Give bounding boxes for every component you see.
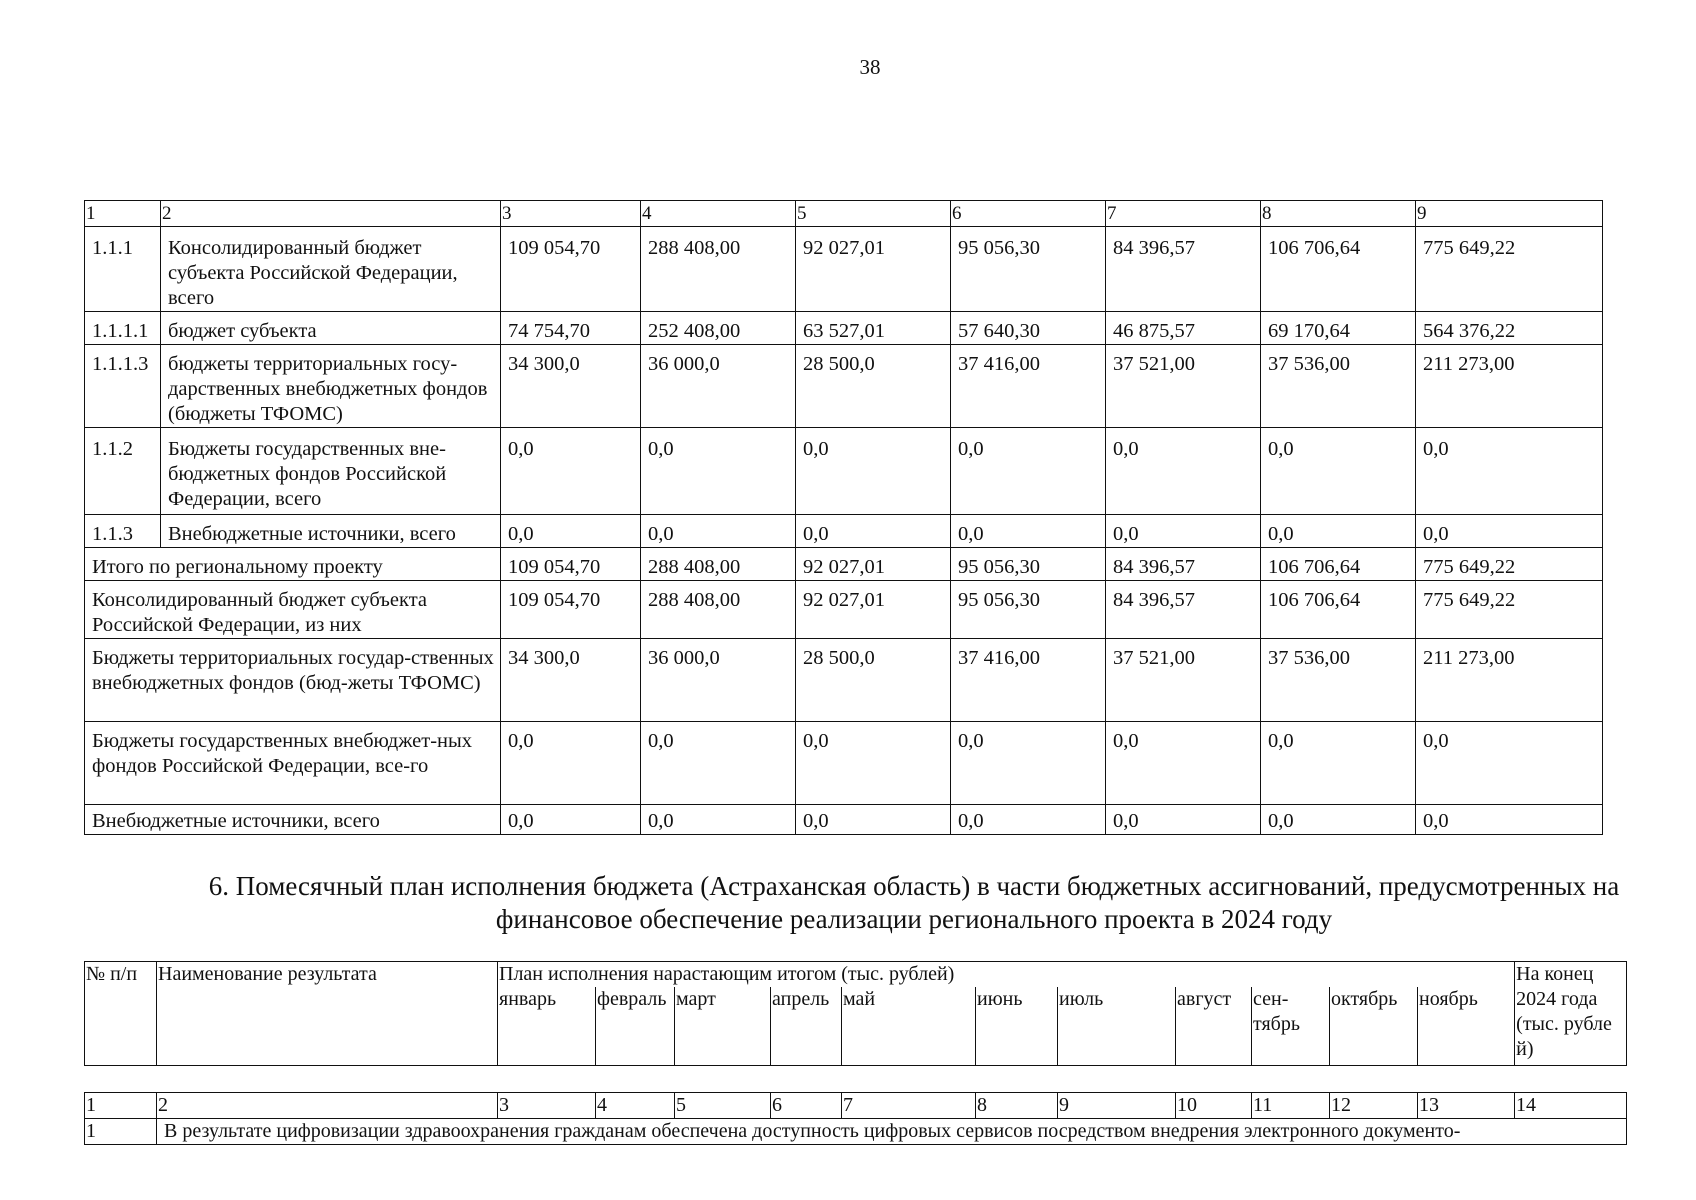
- cell-value: 0,0: [501, 515, 641, 548]
- row-code: 1.1.1: [85, 227, 161, 312]
- result-description: В результате цифровизации здравоохранения гражданам обеспечена доступность цифровых сервисов посредством внедрения электронного документо-: [157, 1119, 1627, 1145]
- plan-header-row: [85, 962, 1627, 988]
- cell-value: 69 170,64: [1261, 312, 1416, 345]
- cell-value: 95 056,30: [951, 548, 1106, 581]
- year-end-header: На конец 2024 года (тыс. рубле й): [1515, 962, 1627, 1066]
- cell-value: 775 649,22: [1416, 581, 1603, 639]
- cell-value: 0,0: [951, 722, 1106, 805]
- summary-row: [85, 639, 1603, 722]
- column-number: 4: [596, 1093, 675, 1119]
- column-number: 8: [1261, 201, 1416, 227]
- cell-value: 34 300,0: [501, 639, 641, 722]
- cell-value: 106 706,64: [1261, 548, 1416, 581]
- cell-value: 106 706,64: [1261, 581, 1416, 639]
- column-number: 7: [842, 1093, 976, 1119]
- cell-value: 0,0: [1261, 805, 1416, 835]
- cell-value: 288 408,00: [641, 227, 796, 312]
- cell-value: 288 408,00: [641, 581, 796, 639]
- column-number: 3: [498, 1093, 596, 1119]
- column-number: 5: [675, 1093, 771, 1119]
- month-header: март: [675, 987, 771, 1065]
- cell-value: 0,0: [501, 805, 641, 835]
- cell-value: 0,0: [1261, 428, 1416, 515]
- cell-value: 0,0: [951, 805, 1106, 835]
- column-number: 9: [1416, 201, 1603, 227]
- page-number: 38: [859, 55, 881, 79]
- cell-value: 37 521,00: [1106, 639, 1261, 722]
- row-number: 1: [85, 1119, 157, 1145]
- cell-value: 0,0: [1416, 722, 1603, 805]
- row-code: 1.1.1.1: [85, 312, 161, 345]
- cell-value: 37 416,00: [951, 345, 1106, 428]
- plan-numbers-table: [84, 1092, 1627, 1145]
- cell-value: 46 875,57: [1106, 312, 1261, 345]
- cell-value: 109 054,70: [501, 548, 641, 581]
- cell-value: 0,0: [796, 805, 951, 835]
- column-number: 6: [951, 201, 1106, 227]
- cell-value: 37 536,00: [1261, 345, 1416, 428]
- column-number: 6: [771, 1093, 842, 1119]
- cell-value: 0,0: [1416, 805, 1603, 835]
- row-name: Консолидированный бюджет субъекта Российской Федерации, всего: [161, 227, 501, 312]
- section-title-line: 6. Помесячный план исполнения бюджета (Астраханская область) в части бюджетных ассигнований, предусмотренных на: [208, 871, 1620, 901]
- cell-value: 37 521,00: [1106, 345, 1261, 428]
- cell-value: 28 500,0: [796, 639, 951, 722]
- section-title-line: финансовое обеспечение реализации регионального проекта в 2024 году: [495, 904, 1333, 934]
- month-header: июль: [1058, 987, 1176, 1065]
- cell-value: 92 027,01: [796, 581, 951, 639]
- summary-row: [85, 722, 1603, 805]
- cell-value: 0,0: [641, 428, 796, 515]
- table-row: [85, 1119, 1627, 1145]
- cell-value: 0,0: [796, 515, 951, 548]
- table-row: [85, 227, 1603, 312]
- column-number: 4: [641, 201, 796, 227]
- row-name: бюджет субъекта: [161, 312, 501, 345]
- cell-value: 252 408,00: [641, 312, 796, 345]
- row-name: бюджеты территориальных госу-дарственных внебюджетных фондов (бюджеты ТФОМС): [161, 345, 501, 428]
- cell-value: 37 416,00: [951, 639, 1106, 722]
- cell-value: 0,0: [951, 515, 1106, 548]
- cell-value: 28 500,0: [796, 345, 951, 428]
- cell-value: 0,0: [501, 722, 641, 805]
- column-number: 8: [976, 1093, 1058, 1119]
- column-number: 2: [157, 1093, 498, 1119]
- month-header: август: [1176, 987, 1252, 1065]
- summary-name: Бюджеты государственных внебюджет-ных фондов Российской Федерации, все-го: [85, 722, 501, 805]
- plan-header-table: [84, 961, 1627, 1066]
- cell-value: 0,0: [641, 515, 796, 548]
- cell-value: 57 640,30: [951, 312, 1106, 345]
- cell-value: 95 056,30: [951, 227, 1106, 312]
- cell-value: 775 649,22: [1416, 227, 1603, 312]
- table-row: [85, 312, 1603, 345]
- cell-value: 92 027,01: [796, 548, 951, 581]
- column-number-row: [85, 1093, 1627, 1119]
- month-header: ноябрь: [1418, 987, 1515, 1065]
- column-number: 5: [796, 201, 951, 227]
- column-number: 13: [1418, 1093, 1515, 1119]
- month-header: октябрь: [1330, 987, 1418, 1065]
- month-header: апрель: [771, 987, 842, 1065]
- summary-row: [85, 581, 1603, 639]
- cell-value: 84 396,57: [1106, 581, 1261, 639]
- cell-value: 211 273,00: [1416, 639, 1603, 722]
- cell-value: 84 396,57: [1106, 548, 1261, 581]
- cell-value: 0,0: [1106, 428, 1261, 515]
- cell-value: 0,0: [1106, 722, 1261, 805]
- column-number: 9: [1058, 1093, 1176, 1119]
- cell-value: 211 273,00: [1416, 345, 1603, 428]
- summary-name: Итого по региональному проекту: [85, 548, 501, 581]
- cell-value: 0,0: [1416, 515, 1603, 548]
- column-number: 1: [85, 201, 161, 227]
- cell-value: 36 000,0: [641, 345, 796, 428]
- cell-value: 564 376,22: [1416, 312, 1603, 345]
- summary-name: Консолидированный бюджет субъекта Российской Федерации, из них: [85, 581, 501, 639]
- row-code: 1.1.1.3: [85, 345, 161, 428]
- cell-value: 84 396,57: [1106, 227, 1261, 312]
- summary-row: [85, 805, 1603, 835]
- column-number-row: [85, 201, 1603, 227]
- month-header: июнь: [976, 987, 1058, 1065]
- cell-value: 0,0: [641, 805, 796, 835]
- month-header: январь: [498, 987, 596, 1065]
- cell-value: 37 536,00: [1261, 639, 1416, 722]
- summary-name: Внебюджетные источники, всего: [85, 805, 501, 835]
- cell-value: 288 408,00: [641, 548, 796, 581]
- row-name: Внебюджетные источники, всего: [161, 515, 501, 548]
- cell-value: 0,0: [501, 428, 641, 515]
- cell-value: 63 527,01: [796, 312, 951, 345]
- cell-value: 0,0: [641, 722, 796, 805]
- summary-name: Бюджеты территориальных государ-ственных внебюджетных фондов (бюд-жеты ТФОМС): [85, 639, 501, 722]
- month-header: февраль: [596, 987, 675, 1065]
- table-row: [85, 515, 1603, 548]
- section-title: [84, 870, 1696, 936]
- cell-value: 109 054,70: [501, 227, 641, 312]
- column-number: 3: [501, 201, 641, 227]
- column-number: 11: [1252, 1093, 1330, 1119]
- row-code: 1.1.3: [85, 515, 161, 548]
- result-name-header: Наименование результата: [157, 962, 498, 1066]
- table-row: [85, 428, 1603, 515]
- plan-header: План исполнения нарастающим итогом (тыс. рублей): [498, 962, 1515, 988]
- month-header: сен-тябрь: [1252, 987, 1330, 1065]
- cell-value: 0,0: [796, 428, 951, 515]
- cell-value: 109 054,70: [501, 581, 641, 639]
- cell-value: 74 754,70: [501, 312, 641, 345]
- column-number: 10: [1176, 1093, 1252, 1119]
- budget-table: [84, 200, 1603, 835]
- cell-value: 0,0: [1261, 722, 1416, 805]
- column-number: 1: [85, 1093, 157, 1119]
- cell-value: 36 000,0: [641, 639, 796, 722]
- column-number: 2: [161, 201, 501, 227]
- row-name: Бюджеты государственных вне-бюджетных фондов Российской Федерации, всего: [161, 428, 501, 515]
- column-number: 12: [1330, 1093, 1418, 1119]
- cell-value: 0,0: [1261, 515, 1416, 548]
- cell-value: 0,0: [1106, 805, 1261, 835]
- cell-value: 106 706,64: [1261, 227, 1416, 312]
- summary-row: [85, 548, 1603, 581]
- row-code: 1.1.2: [85, 428, 161, 515]
- cell-value: 0,0: [796, 722, 951, 805]
- cell-value: 0,0: [951, 428, 1106, 515]
- cell-value: 34 300,0: [501, 345, 641, 428]
- cell-value: 92 027,01: [796, 227, 951, 312]
- month-header: май: [842, 987, 976, 1065]
- cell-value: 0,0: [1416, 428, 1603, 515]
- number-header: № п/п: [85, 962, 157, 1066]
- column-number: 7: [1106, 201, 1261, 227]
- cell-value: 95 056,30: [951, 581, 1106, 639]
- cell-value: 775 649,22: [1416, 548, 1603, 581]
- column-number: 14: [1515, 1093, 1627, 1119]
- table-row: [85, 345, 1603, 428]
- cell-value: 0,0: [1106, 515, 1261, 548]
